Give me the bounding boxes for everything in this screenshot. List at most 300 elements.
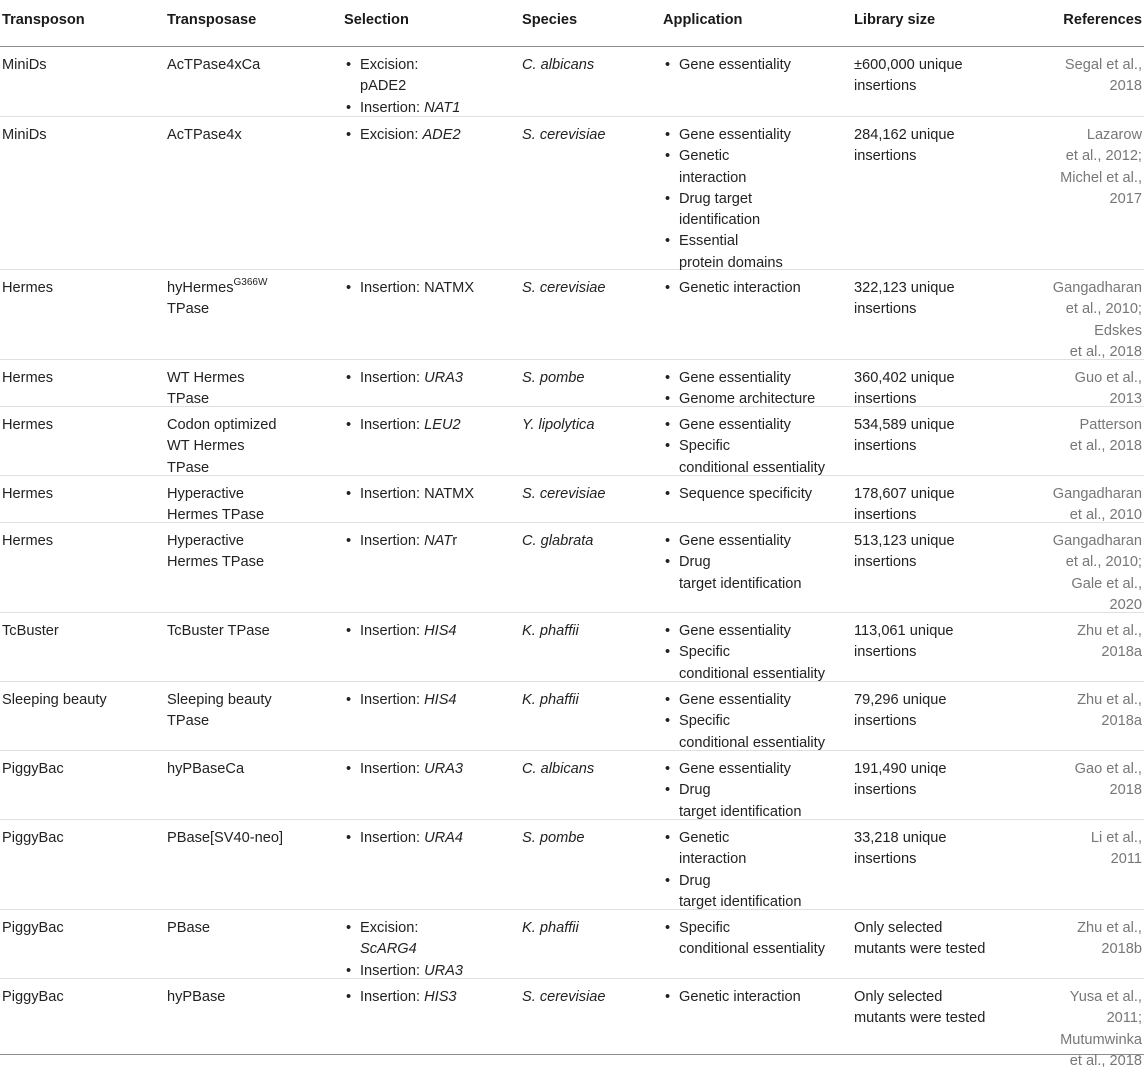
- cell-references-line: et al., 2018: [1069, 438, 1142, 455]
- selection-list: [344, 531, 509, 552]
- selection-item: [344, 918, 509, 961]
- cell-transposon-line: PiggyBac: [2, 830, 64, 846]
- species-name: K. phaffii: [522, 692, 579, 708]
- selection-item: [344, 484, 509, 505]
- application-item: [663, 436, 843, 479]
- cell-library-size: [854, 987, 985, 1030]
- cell-selection: [344, 531, 509, 552]
- cell-transposon-line: PiggyBac: [2, 920, 64, 936]
- cell-transposase-line: Sleeping beauty: [167, 692, 272, 708]
- application-line: • Gene essentiality: [679, 57, 791, 73]
- header-selection: Selection: [344, 12, 409, 28]
- selection-line: [360, 368, 509, 389]
- selection-line: [360, 531, 509, 552]
- application-line: • Gene essentiality: [679, 417, 791, 433]
- application-line: • Gene essentiality: [679, 533, 791, 549]
- cell-selection: [344, 759, 509, 780]
- cell-transposase: [167, 918, 210, 939]
- selection-list: [344, 368, 509, 389]
- application-line: • Drug: [679, 872, 711, 889]
- header-transposon: Transposon: [2, 12, 85, 28]
- cell-application: [663, 415, 843, 479]
- cell-transposon: [2, 125, 47, 146]
- cell-transposon: [2, 759, 64, 780]
- cell-transposase-line: hyPBase: [167, 989, 226, 1005]
- application-item: [663, 146, 843, 189]
- cell-transposon-line: MiniDs: [2, 127, 47, 143]
- application-item: [663, 828, 843, 871]
- application-item: [663, 642, 843, 685]
- application-line: • Specific: [679, 713, 731, 730]
- selection-gene: URA4: [424, 830, 464, 846]
- cell-library-size-line: 534,589 unique: [854, 417, 955, 433]
- selection-gene: HIS4: [424, 692, 457, 708]
- cell-references-line: Gangadharan: [1052, 280, 1142, 296]
- application-item: [663, 125, 843, 146]
- table-row: [0, 116, 1144, 270]
- application-item: [663, 231, 843, 274]
- cell-library-size: [854, 368, 955, 411]
- application-list: [663, 828, 843, 913]
- cell-references: [1077, 621, 1142, 664]
- selection-gene: LEU2: [424, 417, 461, 433]
- cell-transposon: [2, 828, 64, 849]
- application-line: protein domains: [679, 254, 783, 271]
- application-line: conditional essentiality: [679, 941, 826, 958]
- cell-references: [1065, 55, 1142, 98]
- table-row: [0, 612, 1144, 682]
- cell-species: [522, 987, 606, 1008]
- selection-text: Insertion:: [360, 623, 425, 639]
- cell-references: [1077, 690, 1142, 733]
- cell-library-size: [854, 828, 947, 871]
- cell-transposase-line: Hermes TPase: [167, 554, 265, 571]
- application-line: • Genetic: [679, 148, 730, 165]
- application-list: [663, 531, 843, 595]
- cell-transposase: [167, 690, 272, 733]
- cell-references-line: 2018a: [1101, 644, 1142, 661]
- application-line: • Genetic interaction: [679, 989, 801, 1005]
- cell-references: [1075, 759, 1142, 802]
- cell-references: [1091, 828, 1142, 871]
- cell-transposon-line: Hermes: [2, 417, 54, 433]
- selection-gene: ADE2: [422, 127, 461, 143]
- header-references: References: [1063, 12, 1142, 28]
- cell-selection: [344, 987, 509, 1008]
- cell-references-line: 2011: [1110, 851, 1142, 868]
- cell-library-size-line: 191,490 uniqe: [854, 761, 947, 777]
- cell-library-size: [854, 690, 947, 733]
- selection-item: [344, 55, 509, 98]
- cell-selection: [344, 918, 509, 982]
- cell-references: [1060, 987, 1142, 1072]
- selection-gene: HIS3: [424, 989, 457, 1005]
- cell-species: [522, 278, 606, 299]
- cell-transposase-line: TcBuster TPase: [167, 623, 270, 639]
- cell-selection: [344, 368, 509, 389]
- cell-library-size-line: mutants were tested: [854, 1010, 986, 1027]
- selection-line: [360, 125, 509, 146]
- cell-transposon: [2, 278, 53, 299]
- cell-references-line: et al., 2012;: [1065, 148, 1142, 165]
- cell-application: [663, 759, 843, 823]
- cell-application: [663, 987, 843, 1008]
- cell-species: [522, 759, 594, 780]
- cell-references-line: et al., 2018: [1069, 1052, 1142, 1069]
- application-item: [663, 415, 843, 436]
- cell-selection: [344, 415, 509, 436]
- cell-transposase-line: TPase: [167, 459, 210, 476]
- application-list: [663, 918, 843, 961]
- cell-references-line: 2018b: [1101, 941, 1142, 958]
- cell-library-size: [854, 759, 947, 802]
- cell-references-line: Zhu et al.,: [1077, 692, 1142, 708]
- cell-application: [663, 368, 843, 411]
- application-item: [663, 552, 843, 595]
- cell-library-size-line: 113,061 unique: [854, 623, 954, 639]
- cell-selection: [344, 621, 509, 642]
- cell-transposase: [167, 484, 264, 527]
- application-line: • Drug: [679, 782, 711, 799]
- cell-library-size: [854, 484, 955, 527]
- cell-selection: [344, 278, 509, 299]
- selection-line: [360, 415, 509, 436]
- cell-application: [663, 690, 843, 754]
- cell-references: [1075, 368, 1142, 411]
- cell-species: [522, 415, 594, 436]
- species-name: S. cerevisiae: [522, 486, 606, 502]
- cell-library-size-line: insertions: [854, 507, 917, 524]
- cell-transposon-line: MiniDs: [2, 57, 47, 73]
- cell-library-size-line: 178,607 unique: [854, 486, 955, 502]
- cell-references-line: Lazarow: [1086, 127, 1142, 143]
- selection-item: [344, 278, 509, 299]
- selection-gene: NAT: [424, 533, 453, 549]
- cell-library-size-line: insertions: [854, 78, 917, 95]
- cell-transposon-line: Sleeping beauty: [2, 692, 107, 708]
- selection-line: [360, 987, 509, 1008]
- cell-references-line: et al., 2010;: [1065, 554, 1142, 571]
- cell-transposon-line: TcBuster: [2, 623, 59, 639]
- application-item: [663, 987, 843, 1008]
- application-item: [663, 918, 843, 961]
- selection-line: [360, 484, 509, 505]
- cell-application: [663, 484, 843, 505]
- cell-transposase: [167, 987, 225, 1008]
- cell-transposon-line: Hermes: [2, 533, 54, 549]
- cell-references-line: et al., 2018: [1069, 343, 1142, 360]
- selection-gene: URA3: [424, 370, 464, 386]
- table-row: [0, 819, 1144, 910]
- selection-line: [360, 828, 509, 849]
- cell-library-size-line: ±600,000 unique: [854, 57, 963, 73]
- selection-gene: URA3: [424, 962, 464, 979]
- species-name: C. albicans: [522, 761, 595, 777]
- application-line: • Genome architecture: [679, 391, 816, 408]
- cell-references: [1053, 278, 1142, 363]
- selection-text: Insertion: NATMX: [360, 486, 475, 502]
- cell-library-size-line: 284,162 unique: [854, 127, 955, 143]
- application-item: [663, 484, 843, 505]
- cell-references-line: 2018: [1109, 782, 1142, 799]
- selection-text: Insertion:: [360, 533, 425, 549]
- cell-library-size-line: insertions: [854, 301, 917, 318]
- cell-transposase: [167, 55, 260, 76]
- selection-list: [344, 278, 509, 299]
- header-species: Species: [522, 12, 578, 28]
- header-library-size: Library size: [854, 12, 936, 28]
- selection-text: Insertion:: [360, 370, 425, 386]
- cell-transposon: [2, 531, 53, 552]
- selection-item: [344, 828, 509, 849]
- cell-library-size-line: insertions: [854, 713, 917, 730]
- cell-transposase-line: AcTPase4xCa: [167, 57, 261, 73]
- application-line: • Specific: [679, 920, 731, 936]
- species-name: C. glabrata: [522, 533, 594, 549]
- cell-transposase-line: AcTPase4x: [167, 127, 242, 143]
- application-line: • Specific: [679, 438, 731, 455]
- table-row: [0, 475, 1144, 523]
- cell-references-line: Li et al.,: [1090, 830, 1142, 846]
- cell-references: [1070, 415, 1142, 458]
- cell-references-line: Mutumwinka: [1060, 1031, 1142, 1048]
- cell-selection: [344, 125, 509, 146]
- species-name: S. cerevisiae: [522, 989, 606, 1005]
- cell-application: [663, 621, 843, 685]
- cell-species: [522, 125, 606, 146]
- cell-transposon-line: Hermes: [2, 486, 54, 502]
- selection-line: [360, 621, 509, 642]
- cell-selection: [344, 55, 509, 119]
- cell-references-line: et al., 2010;: [1065, 301, 1142, 318]
- application-line: conditional essentiality: [679, 665, 826, 682]
- selection-list: [344, 484, 509, 505]
- cell-transposon: [2, 621, 59, 642]
- application-line: • Sequence specificity: [679, 486, 813, 502]
- table-row: [0, 46, 1144, 117]
- cell-transposon: [2, 415, 53, 436]
- cell-transposon: [2, 368, 53, 389]
- cell-transposase: [167, 828, 283, 849]
- selection-line: [360, 918, 509, 939]
- cell-species: [522, 621, 579, 642]
- table-row: [0, 681, 1144, 751]
- selection-suffix: r: [452, 533, 458, 549]
- cell-references-line: Zhu et al.,: [1077, 920, 1142, 936]
- cell-references: [1053, 484, 1142, 527]
- cell-transposase-line: hyHermes$^{G366W}$: [167, 277, 268, 296]
- selection-list: [344, 55, 509, 119]
- cell-library-size: [854, 55, 963, 98]
- cell-references-line: 2017: [1109, 190, 1142, 207]
- selection-gene: ScARG4: [360, 941, 417, 958]
- species-name: S. cerevisiae: [522, 280, 606, 296]
- application-list: [663, 987, 843, 1008]
- cell-transposase-line: Hermes TPase: [167, 507, 265, 524]
- cell-library-size-line: 33,218 unique: [854, 830, 947, 846]
- application-line: • Drug target: [679, 190, 753, 207]
- application-list: [663, 759, 843, 823]
- application-item: [663, 871, 843, 914]
- application-line: • Specific: [679, 644, 731, 661]
- cell-application: [663, 278, 843, 299]
- cell-library-size: [854, 278, 955, 321]
- species-name: K. phaffii: [522, 920, 579, 936]
- cell-transposase-line: TPase: [167, 301, 210, 318]
- cell-references-line: Yusa et al.,: [1069, 989, 1142, 1005]
- cell-transposase: [167, 368, 245, 411]
- selection-item: [344, 368, 509, 389]
- cell-species: [522, 55, 594, 76]
- selection-list: [344, 918, 509, 982]
- application-item: [663, 55, 843, 76]
- selection-line: [360, 278, 509, 299]
- cell-species: [522, 918, 579, 939]
- cell-transposase-line: PBase[SV40-neo]: [167, 830, 284, 846]
- cell-references-line: et al., 2010: [1069, 507, 1142, 524]
- cell-transposon-line: PiggyBac: [2, 989, 64, 1005]
- cell-library-size: [854, 531, 955, 574]
- application-list: [663, 278, 843, 299]
- application-line: • Gene essentiality: [679, 370, 791, 386]
- application-line: • Genetic interaction: [679, 280, 801, 296]
- selection-line: [360, 690, 509, 711]
- cell-transposase-line: TPase: [167, 713, 210, 730]
- application-line: identification: [679, 212, 761, 229]
- cell-transposase-line: PBase: [167, 920, 210, 936]
- selection-text: Excision:: [360, 127, 423, 143]
- cell-library-size-line: insertions: [854, 438, 917, 455]
- application-line: • Drug: [679, 554, 711, 571]
- cell-references-line: Gale et al.,: [1071, 575, 1142, 592]
- application-list: [663, 690, 843, 754]
- selection-line: [360, 76, 509, 97]
- application-line: interaction: [679, 169, 747, 186]
- cell-references-line: 2013: [1109, 391, 1142, 408]
- cell-transposase: [167, 278, 267, 321]
- cell-species: [522, 828, 584, 849]
- selection-list: [344, 828, 509, 849]
- species-name: S. pombe: [522, 370, 585, 386]
- application-list: [663, 55, 843, 76]
- species-name: S. pombe: [522, 830, 585, 846]
- table-row: [0, 909, 1144, 979]
- cell-library-size-line: Only selected: [854, 920, 943, 936]
- selection-text: pADE2: [360, 78, 407, 95]
- cell-references-line: Gangadharan: [1052, 533, 1142, 549]
- cell-references-line: Gangadharan: [1052, 486, 1142, 502]
- application-line: • Gene essentiality: [679, 761, 791, 777]
- table-row: [0, 750, 1144, 820]
- selection-text: Insertion:: [360, 417, 425, 433]
- application-line: target identification: [679, 803, 802, 820]
- selection-item: [344, 415, 509, 436]
- application-line: • Essential: [679, 233, 739, 250]
- cell-library-size: [854, 918, 985, 961]
- cell-transposon-line: Hermes: [2, 370, 54, 386]
- cell-transposase-line: hyPBaseCa: [167, 761, 245, 777]
- cell-selection: [344, 484, 509, 505]
- application-item: [663, 759, 843, 780]
- cell-references-line: Patterson: [1079, 417, 1142, 433]
- cell-transposase-line: TPase: [167, 391, 210, 408]
- selection-list: [344, 759, 509, 780]
- selection-text: Excision:: [360, 57, 419, 73]
- cell-transposase-line: Hyperactive: [167, 486, 245, 502]
- species-name: Y. lipolytica: [522, 417, 595, 433]
- selection-item: [344, 759, 509, 780]
- application-item: [663, 711, 843, 754]
- table-row: [0, 359, 1144, 407]
- selection-line: [360, 759, 509, 780]
- selection-list: [344, 621, 509, 642]
- cell-library-size-line: mutants were tested: [854, 941, 986, 958]
- selection-gene: URA3: [424, 761, 464, 777]
- selection-list: [344, 690, 509, 711]
- application-item: [663, 189, 843, 232]
- selection-list: [344, 987, 509, 1008]
- cell-library-size-line: 360,402 unique: [854, 370, 955, 386]
- cell-transposon-line: PiggyBac: [2, 761, 64, 777]
- application-list: [663, 368, 843, 411]
- application-line: • Genetic: [679, 830, 730, 846]
- table-header-row: [0, 0, 1144, 47]
- table-row: [0, 522, 1144, 613]
- cell-transposon: [2, 484, 53, 505]
- cell-references: [1060, 125, 1142, 210]
- application-line: • Gene essentiality: [679, 127, 791, 143]
- selection-list: [344, 125, 509, 146]
- cell-library-size: [854, 415, 955, 458]
- cell-library-size-line: 513,123 unique: [854, 533, 955, 549]
- application-line: • Gene essentiality: [679, 692, 791, 708]
- cell-transposase: [167, 621, 270, 642]
- selection-text: Insertion:: [360, 761, 425, 777]
- cell-selection: [344, 690, 509, 711]
- selection-text: Insertion:: [360, 830, 425, 846]
- application-line: target identification: [679, 893, 802, 910]
- cell-library-size-line: insertions: [854, 782, 917, 799]
- cell-transposase-line: Hyperactive: [167, 533, 245, 549]
- cell-transposase-line: WT Hermes: [167, 370, 245, 386]
- cell-application: [663, 55, 843, 76]
- cell-transposase: [167, 531, 264, 574]
- cell-references-line: Guo et al.,: [1074, 370, 1142, 386]
- selection-line: [360, 55, 509, 76]
- selection-item: [344, 690, 509, 711]
- application-list: [663, 484, 843, 505]
- application-list: [663, 621, 843, 685]
- cell-application: [663, 125, 843, 274]
- selection-text: Insertion:: [360, 692, 425, 708]
- selection-item: [344, 125, 509, 146]
- cell-transposon-line: Hermes: [2, 280, 54, 296]
- cell-application: [663, 531, 843, 595]
- cell-references-line: Segal et al.,: [1064, 57, 1142, 73]
- application-list: [663, 125, 843, 274]
- cell-transposase: [167, 125, 242, 146]
- cell-references: [1053, 531, 1142, 616]
- selection-item: [344, 987, 509, 1008]
- cell-references-line: 2011;: [1106, 1010, 1142, 1027]
- application-item: [663, 690, 843, 711]
- cell-references-line: Edskes: [1094, 322, 1142, 339]
- cell-library-size: [854, 621, 954, 664]
- selection-list: [344, 415, 509, 436]
- cell-library-size-line: insertions: [854, 554, 917, 571]
- cell-species: [522, 531, 593, 552]
- cell-library-size-line: insertions: [854, 391, 917, 408]
